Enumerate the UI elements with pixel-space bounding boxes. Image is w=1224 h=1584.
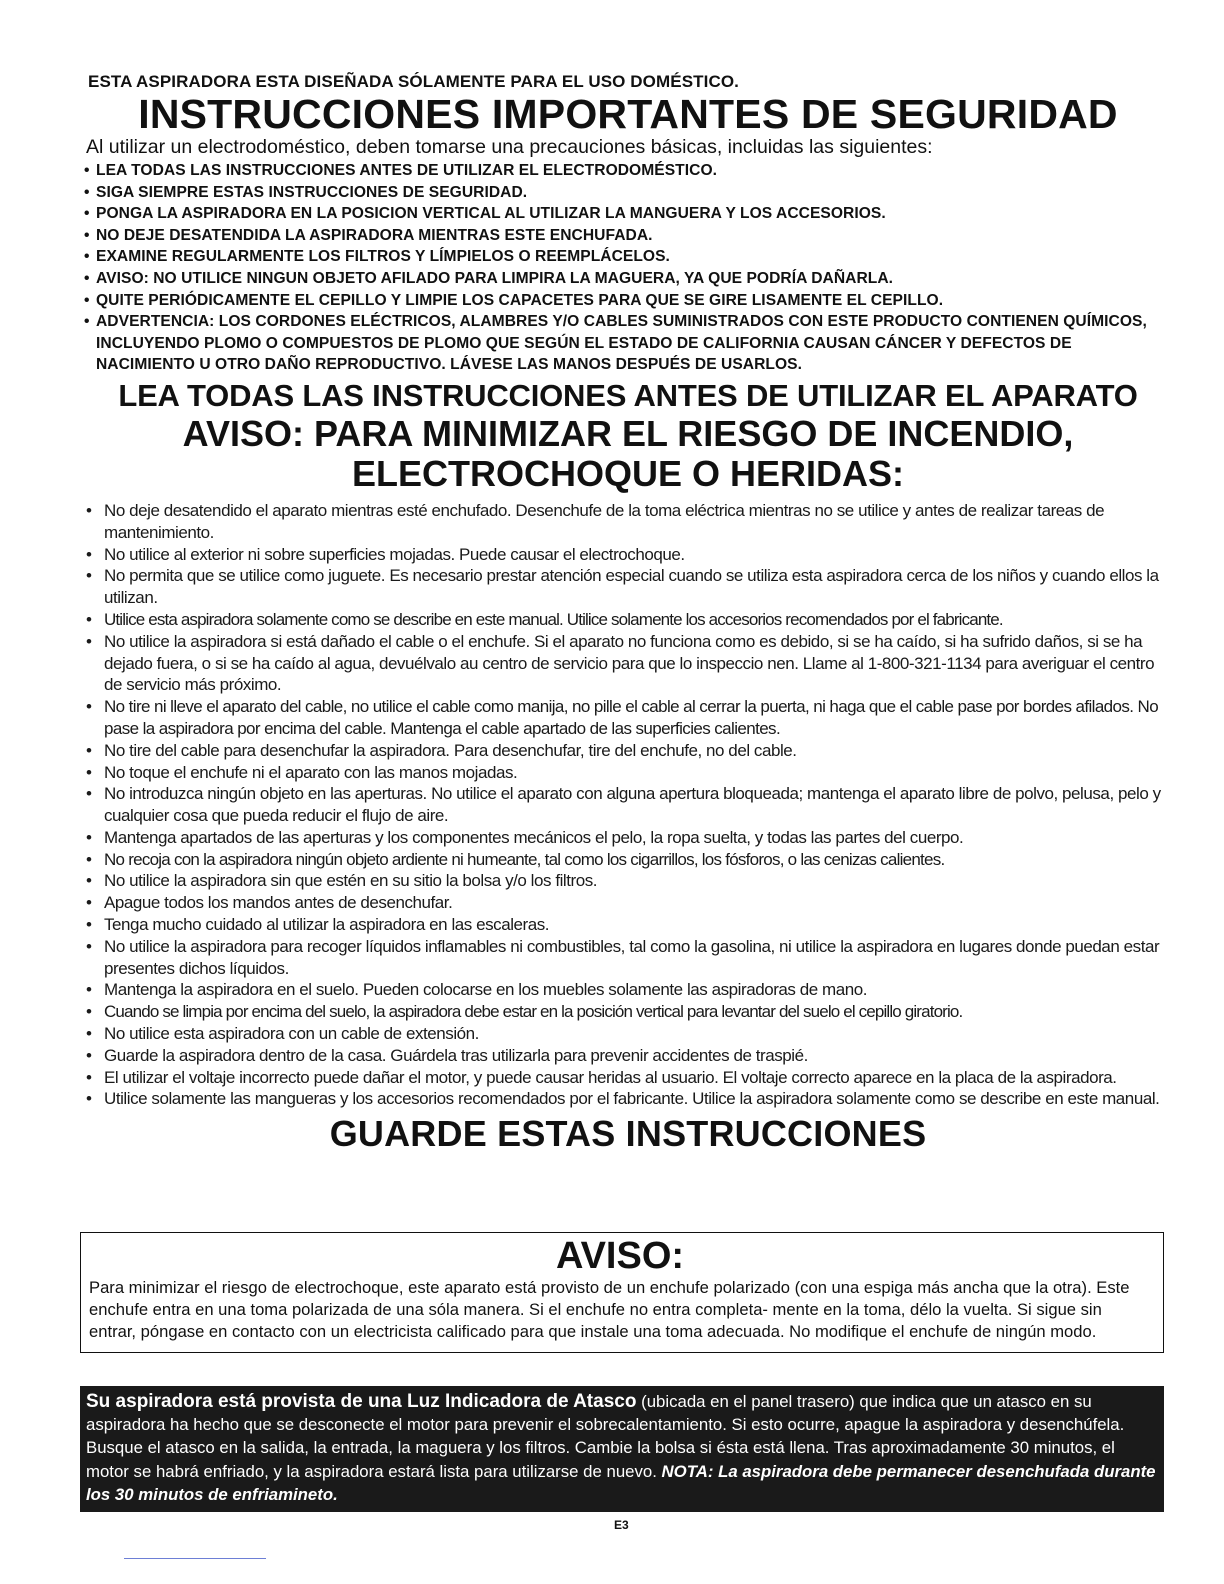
footer-rule	[124, 1558, 266, 1559]
rule-item: • No toque el enchufe ni el aparato con las manos mojadas.	[84, 762, 1172, 784]
clog-indicator-box	[80, 1386, 1164, 1512]
rule-item: • No tire ni lleve el aparato del cable, no utilice el cable como manija, no pille el cable al cerrar la puerta, ni haga que el cable pase por bordes afilados. No pase la aspiradora por encima del cable. Mantenga el cable apartado de las superficies calientes.	[84, 696, 1172, 740]
clog-indicator-lead: Su aspiradora está provista de una Luz Indicadora de Atasco	[86, 1391, 637, 1412]
safety-caps-list	[84, 160, 1172, 376]
warning-title-line-1: AVISO: PARA MINIMIZAR EL RIESGO DE INCENDIO,	[182, 412, 1074, 454]
safety-rules-list	[84, 500, 1172, 1110]
rule-item: • No utilice la aspiradora para recoger líquidos inflamables ni combustibles, tal como la gasolina, ni utilice la aspiradora en lugares donde puedan estar presentes dichos líquidos.	[84, 936, 1172, 980]
rule-item: • Utilice solamente las mangueras y los accesorios recomendados por el fabricante. Utilice la aspiradora solamente como se describe en este manual.	[84, 1088, 1172, 1110]
page-number: E3	[614, 1518, 629, 1532]
polarized-plug-warning-box	[80, 1232, 1164, 1353]
rule-item: • No utilice al exterior ni sobre superficies mojadas. Puede causar el electrochoque.	[84, 544, 1172, 566]
rule-item: • No permita que se utilice como juguete. Es necesario prestar atención especial cuando se utiliza esta aspiradora cerca de los niños y cuando ellos la utilizan.	[84, 565, 1172, 609]
main-title: INSTRUCCIONES IMPORTANTES DE SEGURIDAD	[138, 91, 1118, 137]
rule-item: • Apague todos los mandos antes de desenchufar.	[84, 892, 1172, 914]
warning-title-line-2: ELECTROCHOQUE O HERIDAS:	[351, 452, 905, 494]
caps-item: • PONGA LA ASPIRADORA EN LA POSICION VERTICAL AL UTILIZAR LA MANGUERA Y LOS ACCESORIOS.	[84, 203, 1172, 225]
rule-item: • No tire del cable para desenchufar la aspiradora. Para desenchufar, tire del enchufe, no del cable.	[84, 740, 1172, 762]
clog-indicator-note: NOTA: La aspiradora debe permanecer desenchufada durante los 30 minutos de enfriamineto.	[86, 1461, 1156, 1504]
caps-item: • NO DEJE DESATENDIDA LA ASPIRADORA MIENTRAS ESTE ENCHUFADA.	[84, 225, 1172, 247]
rule-item: • El utilizar el voltaje incorrecto puede dañar el motor, y puede causar heridas al usuario. El voltaje correcto aparece en la placa de la aspiradora.	[84, 1067, 1172, 1089]
rule-item: • No deje desatendido el aparato mientras esté enchufado. Desenchufe de la toma eléctrica mientras no se utilice y antes de realizar tareas de mantenimiento.	[84, 500, 1172, 544]
manual-page	[84, 72, 1172, 1154]
rule-item: • Tenga mucho cuidado al utilizar la aspiradora en las escaleras.	[84, 914, 1172, 936]
warning-box-text: Para minimizar el riesgo de electrochoque, este aparato está provisto de un enchufe polarizado (con una espiga más ancha que la otra). Este enchufe entra en una toma polarizada de una sóla manera. Si el enchufe no entra completa- mente en la toma, délo la vuelta. Si sigue sin entrar, póngase en contacto con un electricista calificado para que instale una toma adecuada. No modifique el enchufe de ningún modo.	[89, 1278, 1130, 1342]
warning-box-heading: AVISO:	[555, 1235, 685, 1277]
caps-item: • LEA TODAS LAS INSTRUCCIONES ANTES DE UTILIZAR EL ELECTRODOMÉSTICO.	[84, 160, 1172, 182]
caps-item: • QUITE PERIÓDICAMENTE EL CEPILLO Y LIMPIE LOS CAPACETES PARA QUE SE GIRE LISAMENTE EL CEPILLO.	[84, 290, 1172, 312]
intro-text: Al utilizar un electrodoméstico, deben tomarse una precauciones básicas, incluidas las siguientes:	[86, 136, 933, 158]
clog-indicator-text: (ubicada en el panel trasero) que indica que un atasco en su aspiradora ha hecho que se desconecte el motor para prevenir el sobrecalentamiento. Si esto ocurre, apague la aspiradora y desenchúfela. Busque el atasco en la salida, la entrada, la maguera y los filtros. Cambie la bolsa si ésta está llena. Tras aproximadamente 30 minutos, el motor se habrá enfriado, y la aspiradora estará lista para utilizarse de nuevo.	[86, 1392, 1125, 1481]
caps-item: • AVISO: NO UTILICE NINGUN OBJETO AFILADO PARA LIMPIRA LA MAGUERA, YA QUE PODRÍA DAÑARLA.	[84, 268, 1172, 290]
caps-item: • ADVERTENCIA: LOS CORDONES ELÉCTRICOS, ALAMBRES Y/O CABLES SUMINISTRADOS CON ESTE PRODUCTO CONTIENEN QUÍMICOS, INCLUYENDO PLOMO O COMPUESTOS DE PLOMO QUE SEGÚN EL ESTADO DE CALIFORNIA CAUSAN CÁNCER Y DEFECTOS DE NACIMIENTO U OTRO DAÑO REPRODUCTIVO. LÁVESE LAS MANOS DESPUÉS DE USARLOS.	[84, 311, 1172, 376]
rule-item: • No introduzca ningún objeto en las aperturas. No utilice el aparato con alguna apertura bloqueada; mantenga el aparato libre de polvo, pelusa, pelo y cualquier cosa que pueda reducir el flujo de aire.	[84, 783, 1172, 827]
rule-item: • Utilice esta aspiradora solamente como se describe en este manual. Utilice solamente los accesorios recomendados por el fabricante.	[84, 609, 1172, 631]
read-all-title: LEA TODAS LAS INSTRUCCIONES ANTES DE UTILIZAR EL APARATO	[118, 377, 1138, 413]
save-instructions-title: GUARDE ESTAS INSTRUCCIONES	[329, 1113, 927, 1155]
domestic-use-note: ESTA ASPIRADORA ESTA DISEÑADA SÓLAMENTE PARA EL USO DOMÉSTICO.	[88, 72, 739, 91]
rule-item: • Guarde la aspiradora dentro de la casa. Guárdela tras utilizarla para prevenir accidentes de traspié.	[84, 1045, 1172, 1067]
rule-item: • No utilice la aspiradora sin que estén en su sitio la bolsa y/o los filtros.	[84, 870, 1172, 892]
caps-item: • EXAMINE REGULARMENTE LOS FILTROS Y LÍMPIELOS O REEMPLÁCELOS.	[84, 246, 1172, 268]
rule-item: • Mantenga la aspiradora en el suelo. Pueden colocarse en los muebles solamente las aspiradoras de mano.	[84, 979, 1172, 1001]
rule-item: • No utilice la aspiradora si está dañado el cable o el enchufe. Si el aparato no funciona como es debido, si se ha caído, si ha sufrido daños, si se ha dejado fuera, o si se ha caído al agua, devuélvalo au centro de servicio para que lo inspeccio nen. Llame al 1-800-321-1134 para averiguar el centro de servicio más próximo.	[84, 631, 1172, 696]
rule-item: • Cuando se limpia por encima del suelo, la aspiradora debe estar en la posición vertical para levantar del suelo el cepillo giratorio.	[84, 1001, 1172, 1023]
rule-item: • No utilice esta aspiradora con un cable de extensión.	[84, 1023, 1172, 1045]
rule-item: • No recoja con la aspiradora ningún objeto ardiente ni humeante, tal como los cigarrillos, los fósforos, o las cenizas calientes.	[84, 849, 1172, 871]
rule-item: • Mantenga apartados de las aperturas y los componentes mecánicos el pelo, la ropa suelta, y todas las partes del cuerpo.	[84, 827, 1172, 849]
caps-item: • SIGA SIEMPRE ESTAS INSTRUCCIONES DE SEGURIDAD.	[84, 182, 1172, 204]
